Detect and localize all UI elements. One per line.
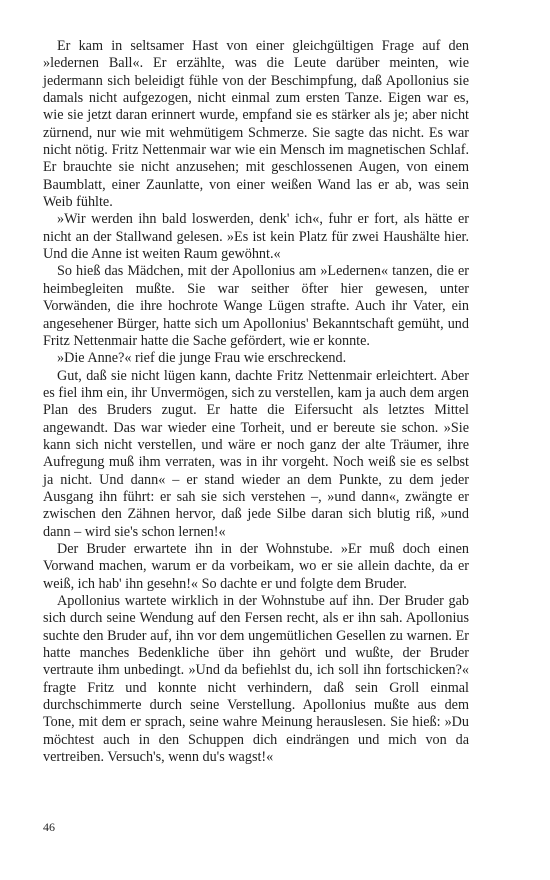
paragraph-4: »Die Anne?« rief die junge Frau wie erschreckend. — [57, 350, 347, 367]
body-text — [43, 38, 469, 766]
page-number: 46 — [43, 820, 55, 834]
paragraph-2: »Wir werden ihn bald loswerden, denk' ich«, fuhr er fort, als hätte er nicht an der Stallwand gelesen. »Es ist kein Platz für zwei Haushälte hier. Und die Anne ist weiten Raum gewöhnt.« — [43, 211, 469, 263]
paragraph-7: Apollonius wartete wirklich in der Wohnstube auf ihn. Der Bruder gab sich durch seine Wendung auf den Fersen recht, als er ihn sah. Apollonius suchte den Bruder auf, ihn vor dem ungemütlichen Gesellen zu warnen. Er hatte manches Bedenkliche über ihn gehört und wußte, der Bruder vertraute ihm unbedingt. »Und da befiehlst du, ich soll ihn fortschicken?« fragte Fritz und konnte nicht verhindern, daß sein Groll einmal durchschimmerte durch seine Verstellung. Apollonius mußte aus dem Tone, mit dem er sprach, seine wahre Meinung herauslesen. Sie hieß: »Du möchtest auch in den Schuppen dich eindrängen und mich von da vertreiben. Versuch's, wenn du's wagst!« — [43, 593, 469, 766]
paragraph-5: Gut, daß sie nicht lügen kann, dachte Fritz Nettenmair erleichtert. Aber es fiel ihm ein, ihr Unvermögen, sich zu verstellen, kam ja auch dem argen Plan des Bruders zugut. Er hatte die Eifersucht als letztes Mittel angewandt. Das war wieder eine Torheit, und er bereute sie schon. »Sie kann sich nicht verstellen, und wäre er noch ganz der alte Träumer, ihre Aufregung muß ihm verraten, was in ihr vorgeht. Noch weiß sie es selbst ja nicht. Und dann« – er stand wieder an dem Punkte, zu dem jeder Ausgang ihn führt: er sah sie sich verstehen –, »und dann«, zwängte er zwischen den Zähnen hervor, daß jede Silbe daran sich blutig riß, »und dann – wird sie's schon lernen!« — [43, 367, 469, 540]
paragraph-6: Der Bruder erwartete ihn in der Wohnstube. »Er muß doch einen Vorwand machen, warum er da vorbeikam, wo er sie allein dachte, da er weiß, ich hab' ihn gesehn!« So dachte er und folgte dem Bruder. — [43, 540, 469, 592]
paragraph-3: So hieß das Mädchen, mit der Apollonius am »Ledernen« tanzen, die er heimbegleiten mußte. Sie war seither öfter hier gewesen, unter Vorwänden, die ihre hochrote Wange Lügen strafte. Auch ihr Vater, ein angesehener Bürger, hatte sich um Apollonius' Bekanntschaft gemüht, und Fritz Nettenmair hatte die Sache gefördert, wie er konnte. — [43, 263, 469, 349]
paragraph-1: Er kam in seltsamer Hast von einer gleichgültigen Frage auf den »ledernen Ball«. Er erzählte, was die Leute darüber meinten, wie jedermann sich beleidigt fühle von der Beschimpfung, daß Apollonius sie damals nicht aufgezogen, nicht einmal zum ersten Tanze. Eigen war es, wie sie jetzt daran erinnert wurde, empfand sie es stärker als je; aber nicht zürnend, nur wie mit wehmütigem Schmerze. Sie sagte das nicht. Es war nicht nötig. Fritz Nettenmair war wie ein Mensch im magnetischen Schlaf. Er brauchte sie nicht anzusehen; mit geschlossenen Augen, von einem Baumblatt, einer Zaunlatte, von einer weißen Wand las er ab, was sein Weib fühlte. — [43, 38, 469, 211]
